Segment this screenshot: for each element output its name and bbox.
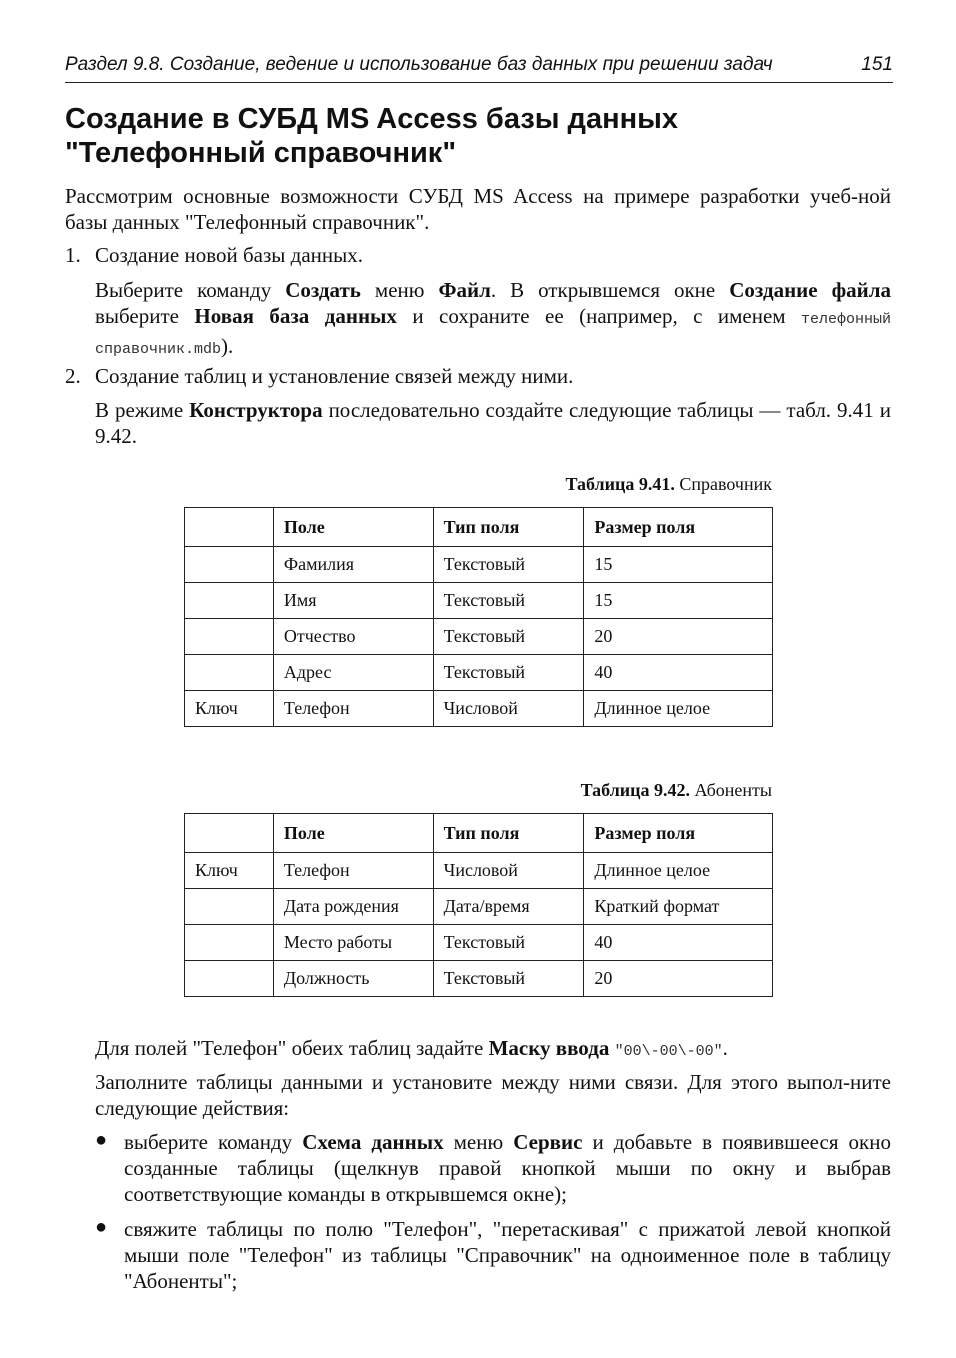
table-cell bbox=[185, 655, 274, 691]
table-cell: Телефон bbox=[273, 853, 433, 889]
caption-label: Таблица 9.42. bbox=[580, 780, 691, 800]
table-cell: Фамилия bbox=[273, 547, 433, 583]
table-row bbox=[185, 547, 773, 583]
table-cell: 40 bbox=[584, 655, 773, 691]
menu-service: Сервис bbox=[513, 1130, 583, 1154]
table-cell: Место работы bbox=[273, 925, 433, 961]
table-cell: 15 bbox=[584, 547, 773, 583]
mask-paragraph bbox=[95, 1035, 891, 1065]
table-cell: Дата/время bbox=[433, 889, 584, 925]
header-cell: Поле bbox=[273, 814, 433, 853]
table-cell: Дата рождения bbox=[273, 889, 433, 925]
table-cell: Числовой bbox=[433, 691, 584, 727]
title-line-2: "Телефонный справочник" bbox=[65, 137, 457, 169]
text: последовательно создайте следующие таблицы — табл. 9.41 и 9.42. bbox=[95, 398, 892, 448]
caption-title: Абоненты bbox=[694, 780, 772, 800]
text: выберите bbox=[95, 304, 195, 328]
page-number: 151 bbox=[861, 54, 893, 75]
bullet-icon: ● bbox=[95, 1216, 108, 1238]
title-line-1: Создание в СУБД MS Access базы данных bbox=[65, 103, 679, 135]
table-cell: 15 bbox=[584, 583, 773, 619]
table-cell: Должность bbox=[273, 961, 433, 997]
table-cell bbox=[185, 619, 274, 655]
table-cell bbox=[185, 925, 274, 961]
table-2-caption bbox=[400, 779, 772, 801]
bullet-icon: ● bbox=[95, 1129, 108, 1151]
table-cell: 20 bbox=[584, 961, 773, 997]
text: и добавьте в появившееся окно созданные таблицы (щелкнув правой кнопкой мыши по окну и выбрав соответствующие команды в открывшемся окне); bbox=[124, 1130, 891, 1206]
table-abonenty bbox=[184, 813, 773, 997]
text: . bbox=[722, 1036, 728, 1060]
table-row bbox=[185, 583, 773, 619]
step-2-body bbox=[95, 397, 891, 449]
table-cell: 40 bbox=[584, 925, 773, 961]
text: меню bbox=[360, 278, 439, 302]
text: . В открывшемся окне bbox=[490, 278, 730, 302]
command-schema: Схема данных bbox=[302, 1130, 444, 1154]
table-cell: Длинное целое bbox=[584, 853, 773, 889]
bullet-item-1 bbox=[124, 1129, 891, 1207]
table-row bbox=[185, 655, 773, 691]
option-new-database: Новая база данных bbox=[194, 304, 397, 328]
table-cell: Краткий формат bbox=[584, 889, 773, 925]
table-cell bbox=[185, 583, 274, 619]
text: Выберите команду bbox=[95, 278, 286, 302]
header-cell bbox=[185, 508, 274, 547]
table-cell bbox=[185, 961, 274, 997]
bullet-item-2 bbox=[124, 1216, 891, 1294]
table-1-caption bbox=[400, 473, 772, 495]
running-header bbox=[65, 54, 893, 83]
table-cell: Имя bbox=[273, 583, 433, 619]
step-1-number: 1. bbox=[65, 243, 81, 267]
input-mask-term: Маску ввода bbox=[488, 1036, 610, 1060]
step-2-number: 2. bbox=[65, 364, 81, 388]
step-2-heading: Создание таблиц и установление связей между ними. bbox=[95, 364, 574, 388]
article-title bbox=[65, 102, 895, 170]
text: ). bbox=[221, 334, 234, 358]
table-header-row bbox=[185, 814, 773, 853]
table-row bbox=[185, 853, 773, 889]
table-cell: Текстовый bbox=[433, 655, 584, 691]
text: выберите команду bbox=[124, 1130, 303, 1154]
caption-title: Справочник bbox=[679, 474, 772, 494]
mask-code: "00\-00\-00" bbox=[614, 1043, 723, 1060]
table-cell: 20 bbox=[584, 619, 773, 655]
table-cell: Текстовый bbox=[433, 547, 584, 583]
table-cell: Ключ bbox=[185, 691, 274, 727]
table-header-row bbox=[185, 508, 773, 547]
intro-paragraph: Рассмотрим основные возможности СУБД MS Access на примере разработки учеб-ной базы данных "Телефонный справочник". bbox=[65, 184, 891, 234]
filename: телефонный справочник.mdb bbox=[95, 311, 891, 358]
header-cell: Тип поля bbox=[433, 814, 584, 853]
step-1-body bbox=[95, 277, 891, 363]
mode-designer: Конструктора bbox=[189, 398, 323, 422]
table-row bbox=[185, 691, 773, 727]
text: меню bbox=[443, 1130, 514, 1154]
table-cell: Телефон bbox=[273, 691, 433, 727]
text: свяжите таблицы по полю "Телефон", "перетаскивая" с прижатой левой кнопкой мыши поле "Телефон" из таблицы "Справочник" на одноименное поле в таблицу "Абоненты"; bbox=[124, 1217, 891, 1293]
header-cell: Размер поля bbox=[584, 814, 773, 853]
header-cell bbox=[185, 814, 274, 853]
text: В режиме bbox=[95, 398, 190, 422]
table-spravochnik bbox=[184, 507, 773, 727]
section-title: Раздел 9.8. Создание, ведение и использование баз данных при решении задач bbox=[65, 54, 773, 75]
fill-paragraph: Заполните таблицы данными и установите между ними связи. Для этого выпол-ните следующие действия: bbox=[95, 1070, 891, 1120]
window-create-file: Создание файла bbox=[729, 278, 891, 302]
table-cell: Длинное целое bbox=[584, 691, 773, 727]
table-row bbox=[185, 619, 773, 655]
table-cell bbox=[185, 547, 274, 583]
header-cell: Размер поля bbox=[584, 508, 773, 547]
command-create: Создать bbox=[285, 278, 361, 302]
step-1-heading: Создание новой базы данных. bbox=[95, 243, 363, 267]
table-cell: Числовой bbox=[433, 853, 584, 889]
table-cell: Текстовый bbox=[433, 583, 584, 619]
header-cell: Тип поля bbox=[433, 508, 584, 547]
text: Для полей "Телефон" обеих таблиц задайте bbox=[95, 1036, 489, 1060]
table-cell: Текстовый bbox=[433, 925, 584, 961]
table-cell bbox=[185, 889, 274, 925]
caption-label: Таблица 9.41. bbox=[565, 474, 675, 494]
table-cell: Отчество bbox=[273, 619, 433, 655]
table-cell: Ключ bbox=[185, 853, 274, 889]
text: и сохраните ее (например, с именем bbox=[396, 304, 801, 328]
header-cell: Поле bbox=[273, 508, 433, 547]
table-row bbox=[185, 961, 773, 997]
table-cell: Текстовый bbox=[433, 619, 584, 655]
table-row bbox=[185, 889, 773, 925]
table-cell: Текстовый bbox=[433, 961, 584, 997]
table-row bbox=[185, 925, 773, 961]
menu-file: Файл bbox=[438, 278, 491, 302]
table-cell: Адрес bbox=[273, 655, 433, 691]
